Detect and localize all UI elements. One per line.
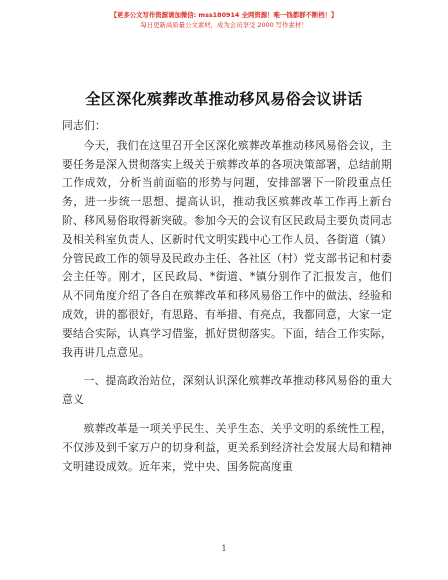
paragraph-1: 今天，我们在这里召开全区深化殡葬改革推动移风易俗会议，主要任务是深入贯彻落实上级关于殡葬改革的各项决策部署，总结前期工作成效，分析当前面临的形势与问题，安排部署下一阶段重点任务，进一步统一思想、提高认识，推动我区殡葬改革工作再上新台阶、移风易俗取得新突破。参加今天的会议有区民政局主要负责同志及相关科室负责人、区新时代文明实践中心工作人员、各街道（镇）分管民政工作的领导及民政办主任、各社区（村）党支部书记和村委会主任等。刚才，区民政局、*街道、*镇分别作了汇报发言，他们从不同角度介绍了各自在殡葬改革和移风易俗工作中的做法、经验和成效，讲的都很好，有思路、有举措、有亮点，我都同意，大家一定要结合实际，认真学习借鉴，抓好贯彻落实。下面，结合工作实际，我再讲几点意见。 xyxy=(62,138,392,359)
page-number: 1 xyxy=(221,544,227,553)
document-title: 全区深化殡葬改革推动移风易俗会议讲话 xyxy=(85,90,363,108)
header-subtitle-line: 每日更新高质量公文素材，成为会员享受 2000 写作素材！ xyxy=(140,21,308,29)
paragraph-2: 殡葬改革是一项关乎民生、关乎生态、关乎文明的系统性工程，不仅涉及到千家万户的切身利益，更关系到经济社会发展大局和精神文明建设成效。近年来，党中央、国务院高度重 xyxy=(62,421,392,473)
document-body xyxy=(62,117,392,476)
section-heading-1: 一、提高政治站位，深刻认识深化殡葬改革推动移风易俗的重大意义 xyxy=(62,374,392,407)
greeting: 同志们： xyxy=(62,119,106,132)
header-banner xyxy=(0,10,448,30)
header-promo-line: 【更多公文写作资源请加微信: mss180914 全网资源！唯一钱都群不断档！】 xyxy=(110,11,338,19)
